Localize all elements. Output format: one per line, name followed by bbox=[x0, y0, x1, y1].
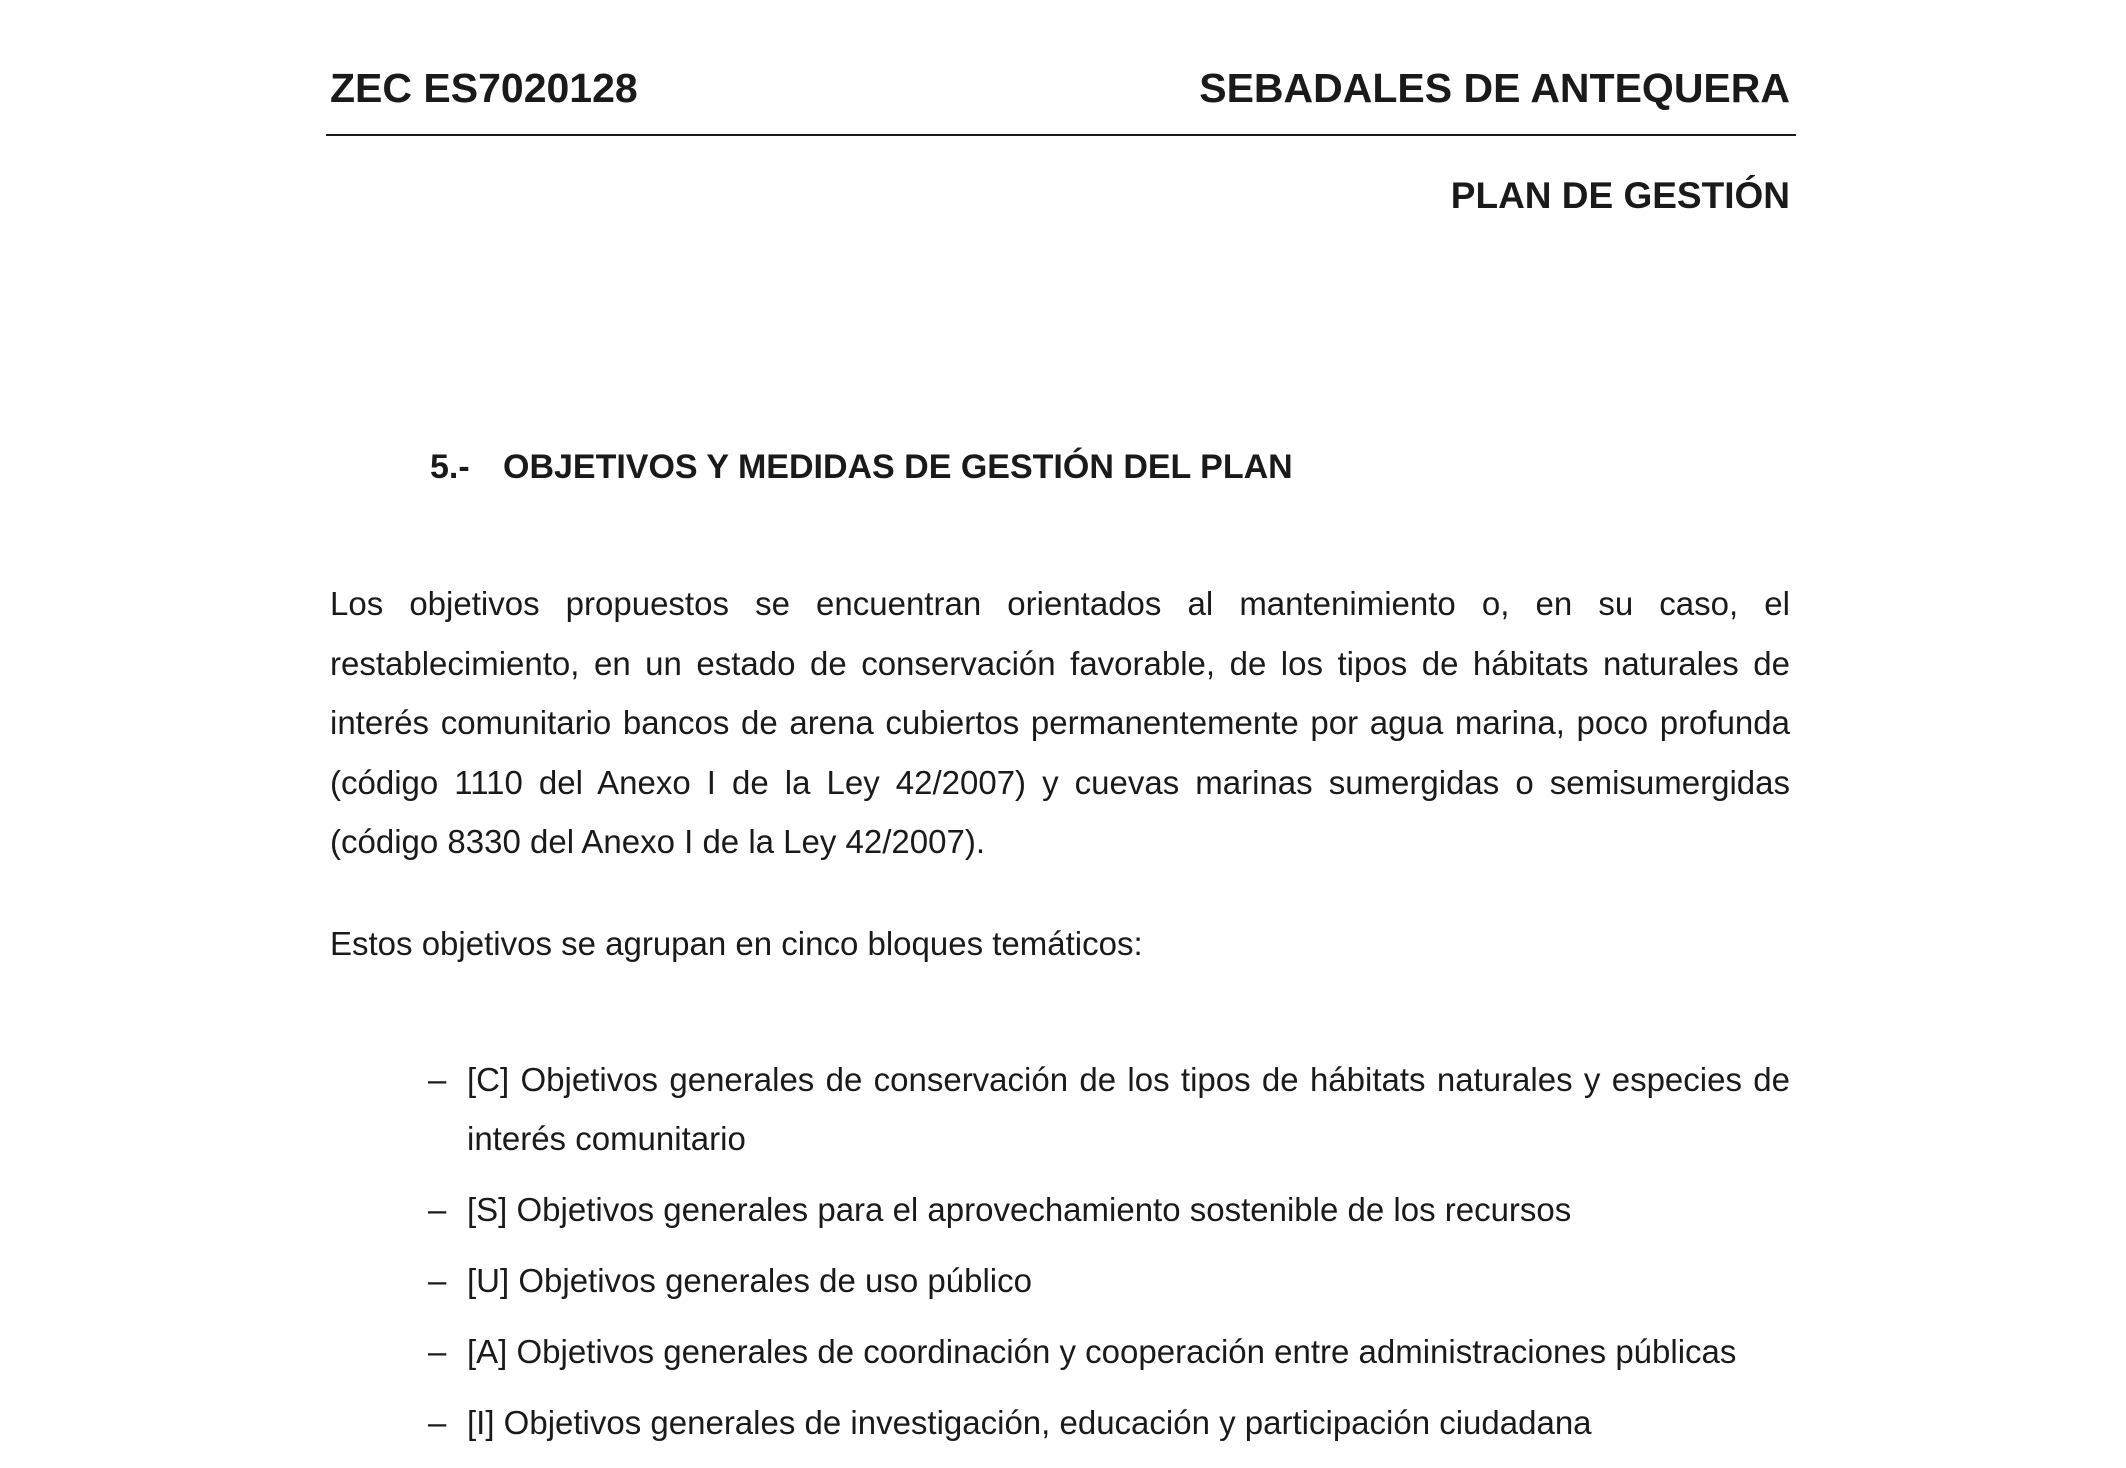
list-item-text: [I] Objetivos generales de investigación, educación y participación ciudadana bbox=[467, 1404, 1592, 1441]
list-item-text: [A] Objetivos generales de coordinación y cooperación entre administraciones públicas bbox=[467, 1333, 1737, 1370]
list-item bbox=[428, 1050, 1790, 1168]
section-heading bbox=[430, 448, 1293, 487]
section-number: 5.- bbox=[430, 448, 470, 486]
list-item-text: [C] Objetivos generales de conservación de los tipos de hábitats naturales y especies de interés comunitario bbox=[467, 1061, 1790, 1157]
list-item bbox=[428, 1393, 1790, 1452]
groups-intro-paragraph: Estos objetivos se agrupan en cinco bloques temáticos: bbox=[330, 925, 1143, 962]
list-item-text: [S] Objetivos generales para el aprovechamiento sostenible de los recursos bbox=[467, 1191, 1572, 1228]
dash-marker: – bbox=[428, 1333, 447, 1370]
dash-marker: – bbox=[428, 1262, 447, 1299]
header-site-code: ZEC ES7020128 bbox=[330, 64, 638, 111]
page-header bbox=[330, 58, 1790, 118]
list-item-text: [U] Objetivos generales de uso público bbox=[467, 1262, 1032, 1299]
list-item bbox=[428, 1180, 1790, 1239]
intro-paragraph: Los objetivos propuestos se encuentran orientados al mantenimiento o, en su caso, el restablecimiento, en un estado de conservación favorable, de los tipos de hábitats naturales de interés comunitario bancos de arena cubiertos permanentemente por agua marina, poco profunda (código 1110 del Anexo I de la Ley 42/2007) y cuevas marinas sumergidas o semisumergidas (código 8330 del Anexo I de la Ley 42/2007). bbox=[330, 585, 1790, 860]
list-item bbox=[428, 1251, 1790, 1310]
list-item bbox=[428, 1322, 1790, 1381]
dash-marker: – bbox=[428, 1404, 447, 1441]
objectives-list bbox=[428, 1050, 1790, 1464]
header-site-name: SEBADALES DE ANTEQUERA bbox=[1199, 64, 1790, 111]
dash-marker: – bbox=[428, 1061, 447, 1098]
section-title: OBJETIVOS Y MEDIDAS DE GESTIÓN DEL PLAN bbox=[503, 448, 1293, 486]
header-divider bbox=[326, 134, 1796, 136]
dash-marker: – bbox=[428, 1191, 447, 1228]
plan-title: PLAN DE GESTIÓN bbox=[1450, 175, 1790, 216]
